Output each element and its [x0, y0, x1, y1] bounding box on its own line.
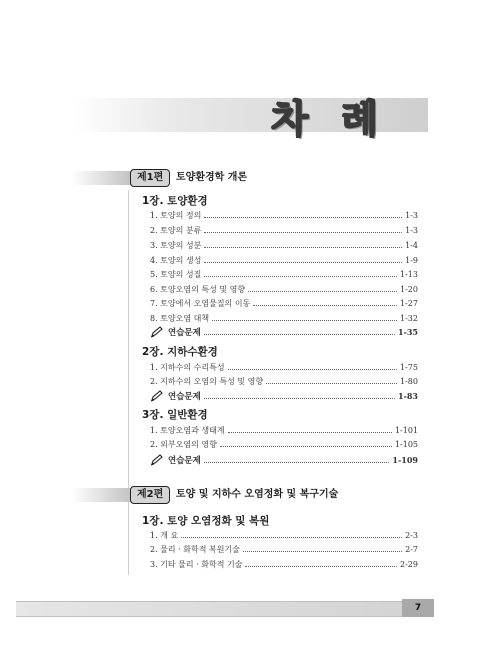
toc-entry[interactable]: [150, 209, 418, 221]
part-2-header: [72, 488, 428, 502]
toc-entry-title: 1. 토양의 정의: [150, 210, 202, 220]
toc-entry-title: 8. 토양오염 대책: [150, 313, 210, 323]
part-1-header: [72, 171, 428, 185]
part-title: 토양환경학 개론: [176, 172, 248, 183]
toc-entry-title: 연습문제: [168, 328, 201, 338]
pencil-icon: [150, 326, 164, 338]
toc-entry[interactable]: [150, 543, 418, 555]
toc-entry[interactable]: [150, 424, 418, 436]
leader-dots: [248, 291, 397, 292]
leader-dots: [228, 432, 392, 433]
toc-entry-page: 2-7: [405, 544, 418, 554]
toc-entry-title: 1. 개 요: [150, 530, 179, 540]
toc-entry-page: 1-3: [405, 225, 418, 235]
toc-entry[interactable]: [150, 239, 418, 251]
toc-entry-page: 2-29: [400, 559, 418, 569]
leader-dots: [228, 369, 397, 370]
toc-entry-page: 2-3: [405, 530, 418, 540]
toc-entry-title: 5. 토양의 성질: [150, 269, 202, 279]
toc-entry[interactable]: [150, 297, 418, 309]
chapter-title: 2장. 지하수환경: [142, 346, 218, 358]
toc-entry-page: 1-101: [394, 425, 418, 435]
toc-entry[interactable]: [150, 529, 418, 541]
leader-dots: [204, 334, 395, 335]
leader-dots: [204, 398, 395, 399]
part-badge: 제1편: [130, 169, 170, 187]
toc-entry-page: 1-105: [394, 439, 418, 449]
part-title: 토양 및 지하수 오염정화 및 복구기술: [176, 489, 339, 500]
toc-entry-title: 1. 지하수의 수리특성: [150, 362, 225, 372]
toc-entry[interactable]: [150, 375, 418, 387]
toc-entry-page: 1-35: [397, 327, 418, 337]
toc-entry-page: 1-13: [400, 269, 418, 279]
title-bar: [72, 97, 428, 141]
leader-dots: [266, 383, 397, 384]
toc-entry-title: 연습문제: [168, 456, 201, 466]
toc-entry-title: 2. 물리 · 화학적 복원기술: [150, 544, 240, 554]
leader-dots: [204, 276, 397, 277]
exercise-entry[interactable]: [150, 390, 418, 402]
toc-entry-title: 7. 토양에서 오염물질의 이동: [150, 298, 251, 308]
toc-entry-page: 1-32: [400, 313, 418, 323]
toc-entry[interactable]: [150, 438, 418, 450]
leader-dots: [204, 462, 390, 463]
part-header-bar: [72, 488, 137, 502]
toc-entry[interactable]: [150, 283, 418, 295]
part-badge: 제2편: [130, 486, 170, 504]
toc-entry-title: 연습문제: [168, 392, 201, 402]
page-number: 7: [402, 599, 434, 617]
toc-entry-title: 6. 토양오염의 특성 및 영향: [150, 284, 246, 294]
pencil-icon: [150, 454, 164, 466]
leader-dots: [220, 446, 392, 447]
part-header-bar: [72, 171, 137, 185]
exercise-entry[interactable]: [150, 326, 418, 338]
toc-entry[interactable]: [150, 254, 418, 266]
toc-entry-page: 1-27: [400, 298, 418, 308]
side-rule: [128, 190, 129, 575]
toc-entry[interactable]: [150, 558, 418, 570]
toc-entry[interactable]: [150, 312, 418, 324]
leader-dots: [204, 247, 402, 248]
exercise-entry[interactable]: [150, 454, 418, 466]
toc-entry-title: 2. 지하수의 오염의 특성 및 영향: [150, 376, 264, 386]
leader-dots: [204, 232, 402, 233]
leader-dots: [245, 566, 397, 567]
chapter-title: 1장. 토양 오염정화 및 복원: [142, 515, 270, 527]
toc-entry[interactable]: [150, 361, 418, 373]
footer-bar: [16, 601, 434, 617]
toc-entry-page: 1-4: [405, 240, 418, 250]
toc-entry-page: 1-83: [397, 391, 418, 401]
toc-entry-page: 1-3: [405, 210, 418, 220]
toc-entry-page: 1-75: [400, 362, 418, 372]
toc-entry-title: 3. 기타 물리 · 화학적 기술: [150, 559, 243, 569]
leader-dots: [243, 551, 402, 552]
toc-entry-title: 2. 외부오염의 영향: [150, 439, 217, 449]
leader-dots: [212, 320, 397, 321]
toc-entry-page: 1-20: [400, 284, 418, 294]
toc-entry-page: 1-9: [405, 255, 418, 265]
toc-entry-title: 2. 토양의 분류: [150, 225, 202, 235]
toc-entry-page: 1-109: [392, 455, 418, 465]
leader-dots: [204, 262, 402, 263]
chapter-title: 1장. 토양환경: [142, 195, 208, 207]
pencil-icon: [150, 390, 164, 402]
chapter-title: 3장. 일반환경: [142, 409, 208, 421]
toc-entry-page: 1-80: [400, 376, 418, 386]
leader-dots: [204, 217, 402, 218]
toc-entry-title: 1. 토양오염과 생태계: [150, 425, 225, 435]
leader-dots: [253, 305, 397, 306]
toc-entry-title: 3. 토양의 성분: [150, 240, 202, 250]
leader-dots: [181, 537, 402, 538]
toc-entry-title: 4. 토양의 생성: [150, 255, 202, 265]
page-title: 차 례: [271, 97, 388, 141]
toc-entry[interactable]: [150, 268, 418, 280]
toc-entry[interactable]: [150, 224, 418, 236]
